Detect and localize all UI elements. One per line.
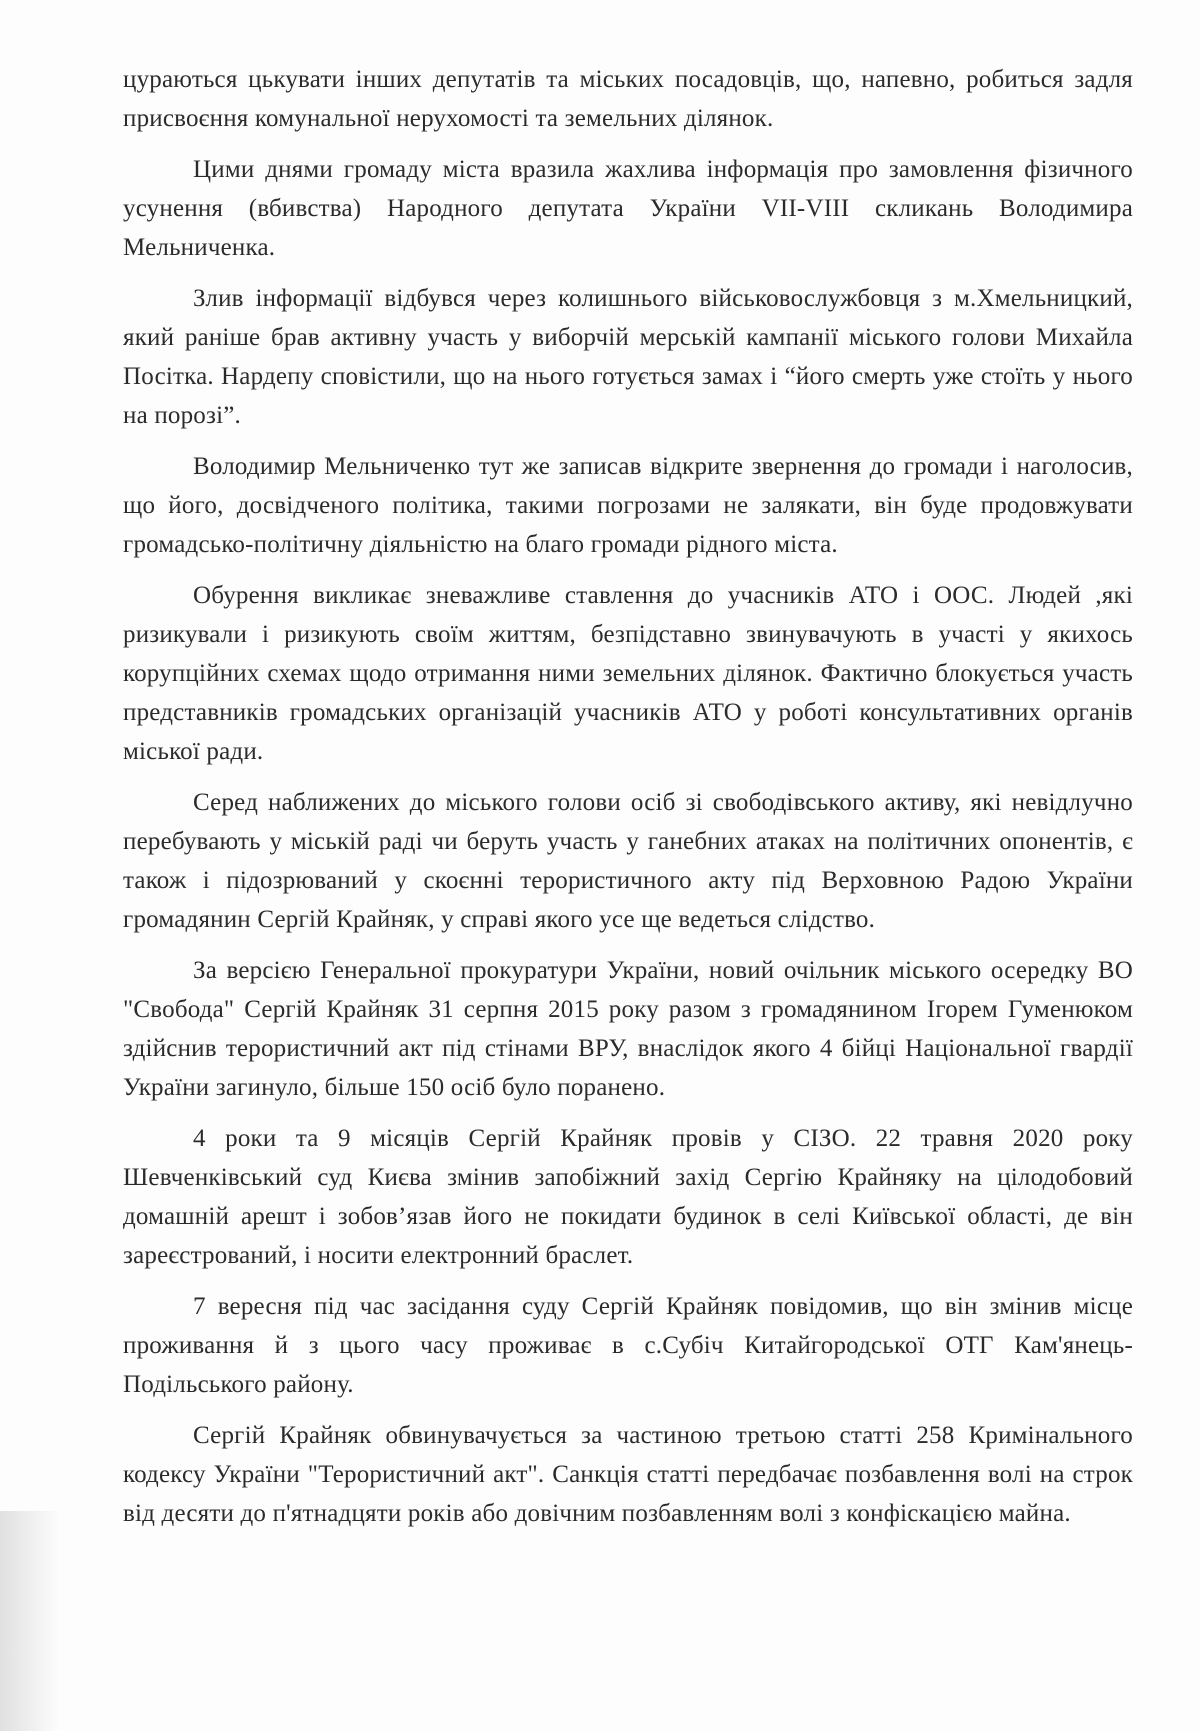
document-body xyxy=(123,60,1133,1533)
paragraph-5: Обурення викликає зневажливе ставлення до учасників АТО і ООС. Людей ,які ризикували і ризикують своїм життям, безпідставно звинувачують в участі у якихось корупційних схемах щодо отримання ними земельних ділянок. Фактично блокується участь представників громадських організацій учасників АТО у роботі консультативних органів міської ради. xyxy=(123,582,1133,765)
paragraph-9: 7 вересня під час засідання суду Сергій Крайняк повідомив, що він змінив місце проживання й з цього часу проживає в с.Субіч Китайгородської ОТГ Кам'янець-Подільського району. xyxy=(123,1293,1133,1398)
paragraph-8: 4 роки та 9 місяців Сергій Крайняк провів у СІЗО. 22 травня 2020 року Шевченківський суд Києва змінив запобіжний захід Сергію Крайняку на цілодобовий домашній арешт і зобов’язав його не покидати будинок в селі Київської області, де він зареєстрований, і носити електронний браслет. xyxy=(123,1125,1133,1269)
paragraph-2: Цими днями громаду міста вразила жахлива інформація про замовлення фізичного усунення (вбивства) Народного депутата України VII-VIII скликань Володимира Мельниченка. xyxy=(123,156,1133,261)
paragraph-1: цураються цькувати інших депутатів та міських посадовців, що, напевно, робиться задля присвоєння комунальної нерухомості та земельних ділянок. xyxy=(123,66,1133,132)
paragraph-10: Сергій Крайняк обвинувачується за частиною третьою статті 258 Кримінального кодексу України "Терористичний акт". Санкція статті передбачає позбавлення волі на строк від десяти до п'ятнадцяти років або довічним позбавленням волі з конфіскацією майна. xyxy=(123,1422,1133,1527)
paragraph-6: Серед наближених до міського голови осіб зі свободівського активу, які невідлучно перебувають у міській раді чи беруть участь у ганебних атаках на політичних опонентів, є також і підозрюваний у скоєнні терористичного акту під Верховною Радою України громадянин Сергій Крайняк, у справі якого усе ще ведеться слідство. xyxy=(123,789,1133,933)
scan-shadow xyxy=(0,1511,60,1731)
paragraph-4: Володимир Мельниченко тут же записав відкрите звернення до громади і наголосив, що його, досвідченого політика, такими погрозами не залякати, він буде продовжувати громадсько-політичну діяльністю на благо громади рідного міста. xyxy=(123,453,1133,558)
paragraph-3: Злив інформації відбувся через колишнього військовослужбовця з м.Хмельницкий, який раніше брав активну участь у виборчій мерській кампанії міського голови Михайла Посітка. Нардепу сповістили, що на нього готується замах і “його смерть уже стоїть у нього на порозі”. xyxy=(123,285,1133,429)
paragraph-7: За версією Генеральної прокуратури України, новий очільник міського осередку ВО "Свобода" Сергій Крайняк 31 серпня 2015 року разом з громадянином Ігорем Гуменюком здійснив терористичний акт під стінами ВРУ, внаслідок якого 4 бійці Національної гвардії України загинуло, більше 150 осіб було поранено. xyxy=(123,957,1133,1101)
